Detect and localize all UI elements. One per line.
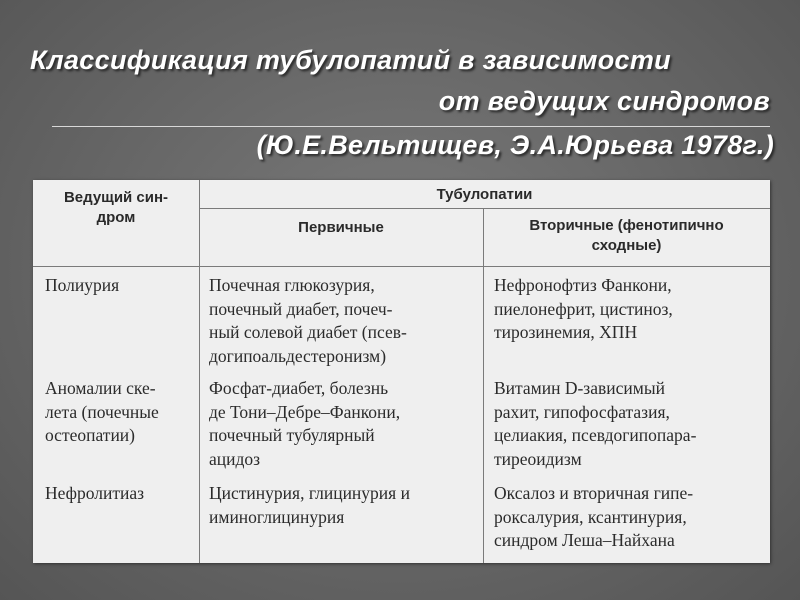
cell-line: остеопатии) [45,425,136,445]
cell-line: Почечная глюкозурия, [209,275,375,295]
cell-line: Нефронофтиз Фанкони, [494,275,672,295]
cell-line: иминоглицинурия [209,506,345,527]
cell-line: Аномалии ске- [45,378,156,398]
cell-line: Фосфат-диабет, болезнь [209,378,389,398]
cell-line: тиреоидизм [494,448,582,469]
row-polyuria-secondary [494,274,673,345]
header-primary: Первичные [298,219,384,236]
cell-line: пиелонефрит, цистиноз, [494,298,673,319]
header-bottom-divider [33,266,770,267]
row-skeletal-syndrome [45,377,159,448]
cell-line: целиакия, псевдогипопара- [494,425,697,445]
cell-line: почечный диабет, почеч- [209,298,393,319]
classification-table [33,180,770,563]
title-line-2: от ведущих синдромов [438,86,770,116]
cell-line: Нефролитиаз [45,483,145,503]
header-tubulopathies: Тубулопатии [436,186,533,203]
row-nephrolithiasis-syndrome [45,482,144,506]
cell-line: Цистинурия, глицинурия и [209,483,410,503]
cell-line: Витамин D-зависимый [494,378,665,398]
row-polyuria-syndrome [45,274,119,298]
cell-line: ный солевой диабет (псев- [209,322,407,342]
cell-line: де Тони–Дебре–Фанкони, [209,401,401,422]
group-header-divider [199,208,770,209]
row-nephrolithiasis-primary [209,482,410,529]
col-divider-2 [483,208,484,563]
cell-line: роксалурия, ксантинурия, [494,506,687,527]
title-divider [52,126,770,127]
header-secondary [483,216,770,256]
header-leading-syndrome [33,188,199,228]
cell-line: Полиурия [45,275,120,295]
cell-line: рахит, гипофосфатазия, [494,401,670,422]
row-skeletal-primary [209,377,400,471]
header-col3-line: Вторичные (фенотипично [529,217,724,234]
cell-line: почечный тубулярный [209,425,375,445]
row-skeletal-secondary [494,377,696,471]
header-col3-line: сходные) [591,237,662,254]
cell-line: догипоальдестеронизм) [209,345,387,366]
row-nephrolithiasis-secondary [494,482,693,553]
cell-line: лета (почечные [45,401,159,422]
title-line-1: Классификация тубулопатий в зависимости [30,45,671,75]
cell-line: тирозинемия, ХПН [494,322,638,342]
cell-line: ацидоз [209,448,261,469]
row-polyuria-primary [209,274,407,368]
title-line-3: (Ю.Е.Вельтищев, Э.А.Юрьева 1978г.) [256,130,774,160]
header-col1-line: дром [96,209,136,226]
header-col1-line: Ведущий син- [63,189,169,206]
cell-line: синдром Леша–Найхана [494,530,675,550]
cell-line: Оксалоз и вторичная гипе- [494,483,694,503]
